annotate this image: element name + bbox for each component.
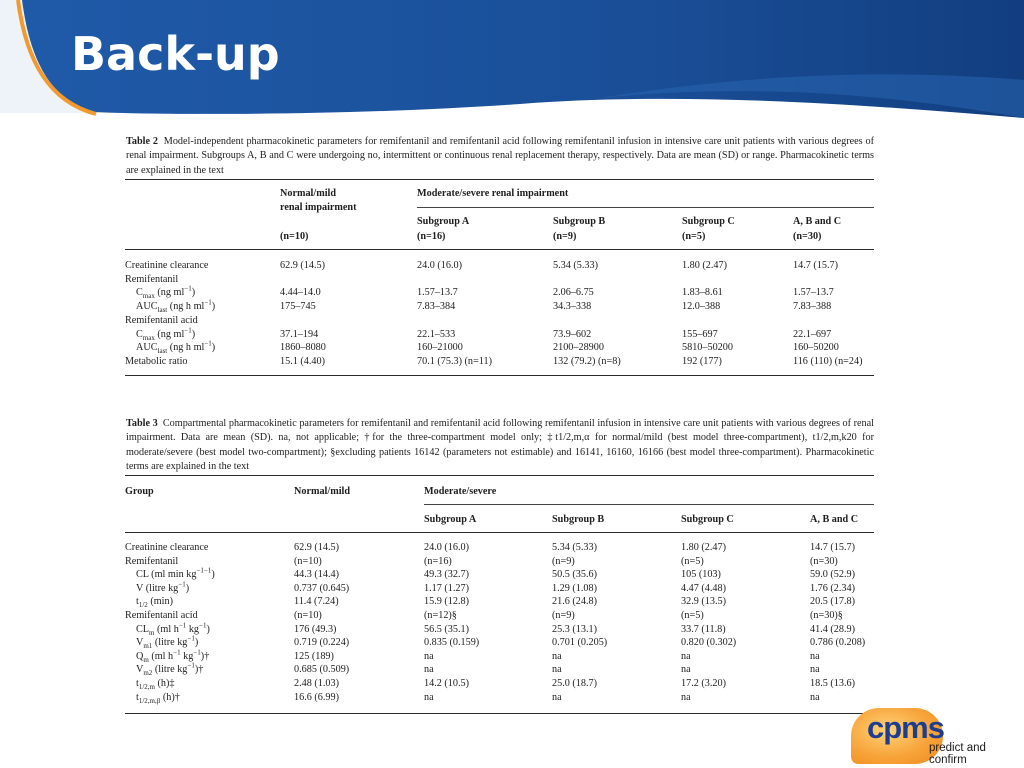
- t3-row-label: $CL_m$ (ml $h^{-1}$ $kg^{-1}$): [136, 621, 210, 637]
- table2-header-rule: [125, 249, 874, 250]
- slide-title: Back-up: [71, 27, 280, 81]
- t3-row-label: Remifentanil acid: [125, 610, 198, 621]
- t3-cell: na: [810, 664, 820, 676]
- t2-row-label: Remifentanil: [125, 273, 179, 285]
- t3-subgroup-c: Subgroup C: [681, 514, 734, 525]
- t3-row-label: $t_{1/2,m}$ (h)‡: [136, 678, 175, 692]
- t2-subgroup-a: Subgroup A: [417, 216, 470, 227]
- table3-bottom-rule: [125, 713, 874, 714]
- t2-subgroup-b-n: (n=9): [553, 231, 577, 242]
- t2-cell: 192 (177): [682, 355, 722, 367]
- t2-subgroup-b: Subgroup B: [553, 216, 606, 227]
- t2-cell: 1.80 (2.47): [682, 260, 727, 271]
- t2-cell: 5810–50200: [682, 342, 733, 354]
- t2-col1-n: (n=10): [280, 231, 309, 242]
- t3-cell: 50.5 (35.6): [552, 569, 597, 581]
- t2-subgroup-abc: A, B and C: [793, 216, 842, 227]
- t3-cell: 1.80 (2.47): [681, 542, 726, 553]
- t2-row-label: Remifentanil acid: [125, 314, 198, 326]
- t3-cell: 44.3 (14.4): [294, 569, 339, 581]
- t3-cell: 0.685 (0.509): [294, 664, 350, 676]
- t3-cell: 0.820 (0.302): [681, 637, 737, 649]
- t3-cell: 21.6 (24.8): [552, 596, 597, 608]
- t2-row-label: $AUC_{last}$ (ng h $ml^{-1}$): [136, 298, 216, 315]
- t2-group-header: Moderate/severe renal impairment: [417, 188, 569, 199]
- t3-cell: 11.4 (7.24): [294, 596, 339, 608]
- t3-cell: 18.5 (13.6): [810, 678, 855, 689]
- t2-cell: 12.0–388: [682, 301, 721, 313]
- t3-cell: na: [552, 664, 562, 676]
- paper-excerpt: [116, 127, 888, 717]
- t3-subgroup-a: Subgroup A: [424, 514, 477, 525]
- table3-caption-text: Compartmental pharmacokinetic parameters for remifentanil and remifentanil acid following remifentanil infusion in intensive care unit patients with various degrees of renal impairment. Data are mean (SD). na, not applicable; †for the three-compartment model only; ‡t1/2,m,α for normal/mild (best model three-compartment), t1/2,m,k20 for moderate/severe (best model two-compartment); §excluding patients 16142 (parameters not estimable) and 16141, 16160, 16166 (best model three-compartment). Pharmacokinetic terms are explained in the text: [126, 418, 874, 472]
- t3-cell: (n=30): [810, 555, 838, 567]
- t3-subgroup-b: Subgroup B: [552, 514, 605, 525]
- t3-cell: (n=5): [681, 610, 704, 621]
- t3-cell: 32.9 (13.5): [681, 596, 726, 608]
- t3-cell: 176 (49.3): [294, 623, 337, 635]
- t3-cell: 0.835 (0.159): [424, 637, 480, 649]
- t2-cell: 5.34 (5.33): [553, 260, 598, 271]
- t3-row-label: Creatinine clearance: [125, 542, 209, 553]
- t3-row-label: CL (ml $\min kg^{-1-1}$): [136, 566, 215, 581]
- t3-cell: 25.0 (18.7): [552, 678, 597, 689]
- t2-cell: 4.44–14.0: [280, 287, 321, 299]
- t3-cell: 33.7 (11.8): [681, 623, 726, 635]
- table2-top-rule: [125, 179, 874, 180]
- t2-row-label: $C_{max}$ (ng $ml^{-1}$): [136, 285, 196, 301]
- t3-subgroup-abc: A, B and C: [810, 514, 859, 525]
- t3-cell: 20.5 (17.8): [810, 596, 855, 608]
- t3-cell: 56.5 (35.1): [424, 623, 469, 635]
- t2-row-label: Creatinine clearance: [125, 260, 209, 271]
- t2-cell: 1.83–8.61: [682, 287, 723, 299]
- t2-cell: 14.7 (15.7): [793, 260, 838, 271]
- t3-cell: 0.701 (0.205): [552, 637, 608, 649]
- t3-group-rule: [424, 504, 874, 505]
- t3-cell: na: [552, 691, 562, 703]
- t3-cell: na: [681, 650, 691, 662]
- t2-cell: 24.0 (16.0): [417, 260, 462, 271]
- t2-subgroup-c: Subgroup C: [682, 216, 735, 227]
- t3-cell: 49.3 (32.7): [424, 569, 469, 581]
- t3-row-label: $V_{m1}$ (litre $kg^{-1}$): [136, 634, 199, 651]
- t3-cell: 0.719 (0.224): [294, 637, 350, 649]
- table3-caption: [126, 417, 874, 474]
- t3-cell: (n=30)§: [810, 610, 843, 621]
- t2-col1-header-line1: Normal/mild: [280, 188, 337, 199]
- t3-cell: na: [424, 650, 434, 662]
- t2-cell: 155–697: [682, 328, 718, 340]
- t3-cell: na: [424, 691, 434, 703]
- t3-row-label: $V_{m2}$ (litre $kg^{-1})\dagger$: [136, 662, 204, 678]
- t2-cell: 1.57–13.7: [793, 287, 834, 299]
- t3-cell: na: [424, 664, 434, 676]
- t2-cell: 22.1–697: [793, 328, 832, 340]
- table3-caption-label: Table 3: [126, 418, 158, 429]
- t3-cell: na: [810, 691, 820, 703]
- t2-group-rule: [417, 207, 874, 208]
- t3-cell: 24.0 (16.0): [424, 542, 469, 553]
- table2-bottom-rule: [125, 375, 874, 376]
- t3-cell: 0.786 (0.208): [810, 637, 866, 649]
- t2-cell: 160–50200: [793, 342, 839, 354]
- t3-cell: na: [810, 650, 820, 662]
- t2-row-label: Metabolic ratio: [125, 355, 188, 367]
- t3-cell: 17.2 (3.20): [681, 678, 726, 689]
- t3-cell: (n=16): [424, 555, 452, 567]
- t3-cell: 16.6 (6.99): [294, 691, 339, 703]
- t2-cell: 15.1 (4.40): [280, 355, 325, 367]
- t3-cell: 5.34 (5.33): [552, 542, 597, 553]
- t3-cell: 25.3 (13.1): [552, 623, 597, 635]
- t2-cell: 7.83–388: [793, 301, 832, 313]
- t3-cell: 1.17 (1.27): [424, 582, 469, 594]
- t2-cell: 116 (110) (n=24): [793, 355, 863, 367]
- t2-cell: 1.57–13.7: [417, 287, 458, 299]
- t3-group-header: Group: [125, 486, 154, 497]
- t2-cell: 73.9–602: [553, 328, 592, 340]
- t3-cell: 41.4 (28.9): [810, 623, 855, 635]
- t3-moderate-header: Moderate/severe: [424, 486, 497, 497]
- t3-row-label: Remifentanil: [125, 555, 179, 567]
- t3-cell: na: [681, 691, 691, 703]
- t2-cell: 160–21000: [417, 342, 463, 354]
- t3-cell: (n=10): [294, 555, 322, 567]
- table2-caption: [126, 135, 874, 178]
- t2-subgroup-c-n: (n=5): [682, 231, 706, 242]
- logo-brand: cpms: [867, 710, 944, 745]
- t3-cell: (n=9): [552, 610, 575, 621]
- t3-cell: 1.29 (1.08): [552, 582, 597, 594]
- t2-cell: 37.1–194: [280, 328, 319, 340]
- slide-header: [0, 0, 1024, 120]
- t3-cell: 0.737 (0.645): [294, 582, 350, 594]
- t3-cell: (n=12)§: [424, 610, 457, 621]
- t3-cell: na: [681, 664, 691, 676]
- table2-caption-text: Model-independent pharmacokinetic parameters for remifentanil and remifentanil acid following remifentanil infusion in intensive care unit patients with various degrees of renal impairment. Subgroups A, B and C were undergoing no, intermittent or continuous renal replacement therapy, respectively. Data are mean (SD) or range. Pharmacokinetic terms are explained in the text: [126, 136, 874, 176]
- t2-cell: 2.06–6.75: [553, 287, 594, 299]
- t3-cell: 105 (103): [681, 569, 721, 581]
- t3-cell: (n=10): [294, 610, 322, 621]
- t3-cell: 14.2 (10.5): [424, 678, 469, 689]
- t2-cell: 7.83–384: [417, 301, 456, 313]
- cpms-logo: [851, 700, 1024, 768]
- table3-top-rule: [125, 475, 874, 476]
- t2-subgroup-a-n: (n=16): [417, 231, 446, 242]
- t3-cell: (n=9): [552, 555, 575, 567]
- table3-header-rule: [125, 532, 874, 533]
- t3-cell: 2.48 (1.03): [294, 678, 339, 689]
- t3-cell: 15.9 (12.8): [424, 596, 469, 608]
- t3-cell: 125 (189): [294, 650, 334, 662]
- t3-row-label: V (litre $kg^{-1}$): [136, 580, 190, 594]
- t3-cell: 59.0 (52.9): [810, 569, 855, 581]
- t3-row-label: $t_{1/2,m,\beta}$ (h)†: [136, 691, 180, 705]
- table2-caption-label: Table 2: [126, 136, 158, 147]
- t2-cell: 2100–28900: [553, 342, 604, 354]
- t3-row-label: $Q_m$ (ml $h^{-1}$ $kg^{-1})\dagger$: [136, 648, 210, 664]
- logo-tagline: predict and confirm: [929, 742, 986, 766]
- t3-cell: na: [552, 650, 562, 662]
- t2-cell: 70.1 (75.3) (n=11): [417, 355, 492, 367]
- t2-col1-header-line2: renal impairment: [280, 202, 357, 213]
- t2-row-label: $AUC_{last}$ (ng h $ml^{-1}$): [136, 339, 216, 356]
- t2-subgroup-abc-n: (n=30): [793, 231, 822, 242]
- t2-cell: 1860–8080: [280, 342, 326, 354]
- t2-cell: 132 (79.2) (n=8): [553, 355, 621, 367]
- t2-cell: 175–745: [280, 301, 316, 313]
- t3-cell: 14.7 (15.7): [810, 542, 855, 553]
- t2-cell: 34.3–338: [553, 301, 592, 313]
- t2-row-label: $C_{max}$ (ng $ml^{-1}$): [136, 326, 196, 342]
- t3-cell: (n=5): [681, 555, 704, 567]
- t2-cell: 62.9 (14.5): [280, 260, 325, 271]
- t3-cell: 62.9 (14.5): [294, 542, 339, 553]
- t3-col1-header: Normal/mild: [294, 486, 351, 497]
- t3-row-label: $t_{1/2}$ (min): [136, 596, 173, 610]
- t2-cell: 22.1–533: [417, 328, 456, 340]
- t3-cell: 1.76 (2.34): [810, 582, 855, 594]
- t3-cell: 4.47 (4.48): [681, 582, 726, 594]
